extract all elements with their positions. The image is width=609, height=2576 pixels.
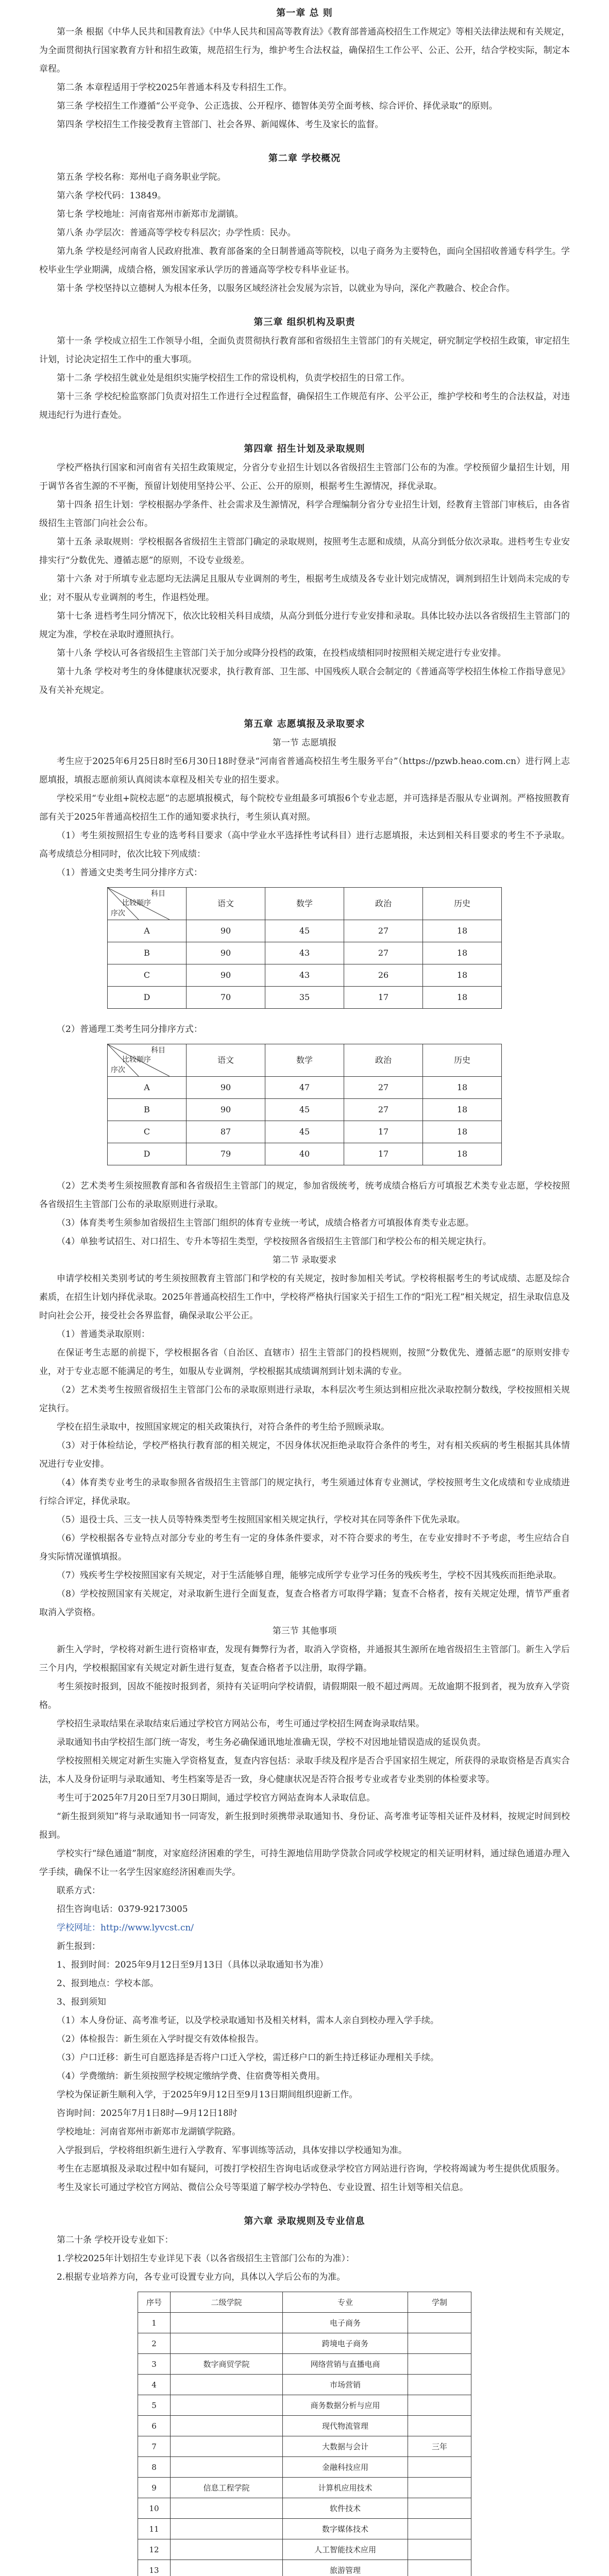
paragraph: 咨询时间：2025年7月1日8时—9月12日18时: [57, 2108, 238, 2119]
department-cell: 数字商贸学院: [171, 2354, 283, 2375]
chapter-title: 第二章 学校概况: [268, 153, 341, 164]
duration-cell: [408, 2478, 471, 2498]
department-cell: [171, 2539, 283, 2560]
table-row: [138, 2375, 471, 2395]
corner-label-subject: 科目: [151, 1046, 165, 1055]
row-number: 8: [138, 2457, 171, 2478]
corner-label-order: 比较顺序: [122, 899, 151, 907]
major-cell: 大数据与会计: [283, 2436, 408, 2457]
paragraph: 第十七条 进档考生同分情况下，依次比较相关科目成绩，从高分到低分进行专业安排和录取。具体比较办法以各省级招生主管部门的规定为准，学校在录取时遵照执行。: [39, 611, 570, 640]
table-row: [138, 2457, 471, 2478]
corner-label-rank: 序次: [111, 909, 125, 918]
paragraph: 考生及家长可通过学校官方网站、微信公众号等渠道了解学校办学特色、专业设置、招生计划等相关信息。: [57, 2182, 468, 2193]
row-number: 3: [138, 2354, 171, 2375]
article: 第十三条 学校纪检监察部门负责对招生工作进行全过程监督，确保招生工作规范有序、公平公正，维护学校和考生的合法权益，对违规违纪行为进行查处。: [39, 392, 570, 420]
section-title: 第二节 录取要求: [272, 1255, 337, 1265]
major-cell: 电子商务: [283, 2313, 408, 2333]
paragraph: 第十八条 学校认可各省级招生主管部门关于加分或降分投档的政策，在投档成绩相同时按照相关规定进行专业安排。: [57, 648, 506, 658]
row-number: 2: [138, 2333, 171, 2354]
paragraph: 学校按照相关规定对新生实施入学资格复查，复查内容包括：录取手续及程序是否合乎国家招生规定，所获得的录取资格是否真实合法，本人及身份证明与录取通知、考生档案等是否一致，身心健康状况是否符合报考专业或者专业类别的体检要求等。: [39, 1756, 570, 1785]
paragraph: 学校在招生录取中，按照国家规定的相关政策执行，对符合条件的考生给予照顾录取。: [57, 1422, 390, 1432]
table-cell: C: [108, 964, 187, 987]
table-row: [108, 1099, 502, 1121]
paragraph: 3、报到须知: [57, 1997, 106, 2007]
table-cell: 27: [344, 942, 423, 964]
table-cell: 43: [265, 964, 344, 987]
article: 第八条 办学层次：普通高等学校专科层次；办学性质：民办。: [57, 228, 296, 238]
major-cell: 网络营销与直播电商: [283, 2354, 408, 2375]
table-cell: A: [108, 1077, 187, 1099]
column-header: 序号: [138, 2292, 171, 2313]
paragraph: 新生入学时，学校将对新生进行资格审查，发现有舞弊行为者，取消入学资格，并通报其生源所在地省级招生主管部门。新生入学后三个月内，学校根据国家有关规定对新生进行复查，复查合格者予以注册，取得学籍。: [39, 1645, 570, 1673]
section-title: 第三节 其他事项: [272, 1626, 337, 1636]
duration-cell: 三年: [408, 2436, 471, 2457]
row-number: 5: [138, 2395, 171, 2416]
article: 第四条 学校招生工作接受教育主管部门、社会各界、新闻媒体、考生及家长的监督。: [57, 120, 384, 130]
table-cell: 27: [344, 920, 423, 942]
chapter-4: [39, 440, 570, 700]
paragraph: 第十九条 学校对考生的身体健康状况要求，执行教育部、卫生部、中国残疾人联合会制定的《普通高等学校招生体检工作指导意见》及有关补充规定。: [39, 667, 570, 696]
contact-phone: 招生咨询电话：0379-92173005: [57, 1904, 188, 1914]
corner-label-order: 比较顺序: [122, 1056, 151, 1064]
column-header: 语文: [187, 1044, 265, 1077]
duration-cell: [408, 2498, 471, 2519]
chapter-title: 第一章 总 则: [276, 8, 333, 19]
paragraph: （7）残疾考生学校按照国家有关规定，对于生活能够自理，能够完成所学专业学习任务的残疾考生，学校不因其残疾而拒绝录取。: [57, 1570, 562, 1581]
paragraph: 第十六条 对于所填专业志愿均无法满足且服从专业调剂的考生，根据考生成绩及各专业计划完成情况，调剂到招生计划尚未完成的专业；对不服从专业调剂的考生，作退档处理。: [39, 574, 570, 603]
table-header-row: [108, 1044, 502, 1077]
column-header: 专业: [283, 2292, 408, 2313]
table-caption: （1）普通文史类考生同分排序方式：: [57, 868, 202, 878]
table-cell: D: [108, 987, 187, 1009]
corner-label-subject: 科目: [151, 890, 165, 898]
article: 第六条 学校代码：13849。: [57, 191, 166, 201]
table-cell: 27: [344, 1077, 423, 1099]
table-row: [108, 987, 502, 1009]
column-header: 历史: [423, 1044, 502, 1077]
table-row: [138, 2416, 471, 2436]
department-cell: [171, 2375, 283, 2395]
paragraph: 新生报到：: [57, 1941, 100, 1952]
paragraph: 学校地址：河南省郑州市新郑市龙湖镇学院路。: [57, 2127, 241, 2137]
table-cell: 87: [187, 1121, 265, 1143]
duration-cell: [408, 2395, 471, 2416]
table-cell: 35: [265, 987, 344, 1009]
paragraph: 考生在志愿填报及录取过程中如有疑问，可拨打学校招生咨询电话或登录学校官方网站进行咨询，学校将竭诚为考生提供优质服务。: [57, 2164, 565, 2174]
paragraph: 考生可于2025年7月20日至7月30日期间，通过学校官方网站查询本人录取信息。: [57, 1793, 376, 1803]
duration-cell: [408, 2539, 471, 2560]
row-number: 1: [138, 2313, 171, 2333]
major-cell: 数字媒体技术: [283, 2519, 408, 2539]
article: 第五条 学校名称：郑州电子商务职业学院。: [57, 172, 226, 182]
table-corner-cell: [108, 1044, 187, 1077]
chapter-title: 第六章 录取规则及专业信息: [244, 2216, 365, 2227]
column-header: 语文: [187, 888, 265, 920]
table-cell: 45: [265, 1121, 344, 1143]
paragraph: 学校招生录取结果在录取结束后通过学校官方网站公布，考生可通过学校招生网查询录取结果。: [57, 1719, 425, 1729]
row-number: 10: [138, 2498, 171, 2519]
paragraph: （2）艺术类考生须按照教育部和各省级招生主管部门的规定，参加省级统考，统考成绩合格后方可填报艺术类专业志愿，学校按照各省级招生主管部门公布的录取原则进行录取。: [39, 1181, 570, 1210]
chapter-2: [39, 149, 570, 298]
department-cell: [171, 2457, 283, 2478]
school-website-link[interactable]: 学校网址：http://www.lyvcst.cn/: [57, 1923, 194, 1933]
duration-cell: [408, 2333, 471, 2354]
paragraph: 第十四条 招生计划：学校根据办学条件、社会需求及生源情况，科学合理编制分省分专业招生计划，经教育主管部门审核后，由各省级招生主管部门向社会公布。: [39, 500, 570, 529]
table-cell: A: [108, 920, 187, 942]
table-cell: 40: [265, 1143, 344, 1165]
department-cell: [171, 2313, 283, 2333]
corner-label-rank: 序次: [111, 1066, 125, 1074]
department-cell: 信息工程学院: [171, 2478, 283, 2498]
column-header: 二级学院: [171, 2292, 283, 2313]
table-cell: 90: [187, 1099, 265, 1121]
article: 第九条 学校是经河南省人民政府批准、教育部备案的全日制普通高等院校，以电子商务为主要特色，面向全国招收普通专科学生。学校毕业生学业期满，成绩合格，颁发国家承认学历的普通高等学校专科毕业证书。: [39, 246, 570, 275]
paragraph: （5）退役士兵、三支一扶人员等特殊类型考生按照国家相关规定执行，学校对其在同等条件下优先录取。: [57, 1515, 465, 1525]
paragraph: 申请学校相关类别考试的考生须按照教育主管部门和学校的有关规定，按时参加相关考试。学校将根据考生的考试成绩、志愿及综合素质，在招生计划内择优录取。2025年普通高校招生工作中，学校将严格执行国家关于招生工作的“阳光工程”相关规定，招生录取信息及时向社会公开，接受社会各界监督，确保录取公平公正。: [39, 1274, 570, 1321]
paragraph: （2）体检报告：新生须在入学时提交有效体检报告。: [57, 2034, 264, 2044]
major-cell: 计算机应用技术: [283, 2478, 408, 2498]
table-cell: D: [108, 1143, 187, 1165]
duration-cell: [408, 2416, 471, 2436]
table-header-row: [138, 2292, 471, 2313]
row-number: 13: [138, 2560, 171, 2576]
table-cell: 43: [265, 942, 344, 964]
table-cell: B: [108, 1099, 187, 1121]
article: 第七条 学校地址：河南省郑州市新郑市龙湖镇。: [57, 209, 244, 219]
table-cell: C: [108, 1121, 187, 1143]
paragraph: （2）艺术类考生按照省级招生主管部门公布的录取原则进行录取，本科层次考生须达到相应批次录取控制分数线，学校按照相关规定执行。: [39, 1385, 570, 1414]
department-cell: [171, 2416, 283, 2436]
chapter-5: [39, 715, 570, 2197]
table-row: [138, 2539, 471, 2560]
row-number: 9: [138, 2478, 171, 2498]
row-number: 6: [138, 2416, 171, 2436]
table-row: [138, 2519, 471, 2539]
table-cell: 47: [265, 1077, 344, 1099]
table-cell: 18: [423, 1099, 502, 1121]
duration-cell: [408, 2313, 471, 2333]
chapter-6: [39, 2212, 570, 2576]
table-cell: 18: [423, 920, 502, 942]
table-row: [138, 2395, 471, 2416]
table-cell: 18: [423, 1121, 502, 1143]
table-cell: 90: [187, 1077, 265, 1099]
major-cell: 跨境电子商务: [283, 2333, 408, 2354]
table-row: [138, 2560, 471, 2576]
table-row: [108, 920, 502, 942]
major-cell: 市场营销: [283, 2375, 408, 2395]
row-number: 7: [138, 2436, 171, 2457]
paragraph: （1）考生须按照招生专业的选考科目要求（高中学业水平选择性考试科目）进行志愿填报，未达到相关科目要求的考生不予录取。高考成绩总分相同时，依次比较下列成绩：: [39, 831, 570, 859]
table-row: [108, 942, 502, 964]
row-number: 12: [138, 2539, 171, 2560]
paragraph: 录取通知书由学校招生部门统一寄发，考生务必确保通讯地址准确无误，学校不对因地址错误造成的延误负责。: [57, 1737, 486, 1748]
article: 第三条 学校招生工作遵循“公平竞争、公正选拔、公开程序、德智体美劳全面考核、综合评价、择优录取”的原则。: [57, 101, 498, 111]
row-number: 11: [138, 2519, 171, 2539]
paragraph: 学校实行“绿色通道”制度，对家庭经济困难的学生，可持生源地信用助学贷款合同或学校规定的相关证明材料，通过绿色通道办理入学手续，确保不让一名学生因家庭经济困难而失学。: [39, 1849, 570, 1877]
table-row: [108, 1121, 502, 1143]
section-title: 第一节 志愿填报: [272, 738, 337, 748]
paragraph: （1）普通类录取原则：: [57, 1329, 150, 1340]
paragraph: “新生报到须知”将与录取通知书一同寄发，新生报到时须携带录取通知书、身份证、高考准考证等相关证件及材料，按规定时间到校报到。: [39, 1811, 570, 1840]
table-header-row: [108, 888, 502, 920]
table-cell: 18: [423, 964, 502, 987]
department-cell: [171, 2560, 283, 2576]
table-cell: 18: [423, 942, 502, 964]
table-cell: 17: [344, 1121, 423, 1143]
department-cell: [171, 2333, 283, 2354]
paragraph: （3）户口迁移：新生可自愿选择是否将户口迁入学校，需迁移户口的新生持迁移证办理相关手续。: [57, 2053, 439, 2063]
column-header: 学制: [408, 2292, 471, 2313]
major-cell: 人工智能技术应用: [283, 2539, 408, 2560]
duration-cell: [408, 2457, 471, 2478]
table-row: [108, 1077, 502, 1099]
column-header: 政治: [344, 888, 423, 920]
table-row: [108, 964, 502, 987]
table-cell: 79: [187, 1143, 265, 1165]
table-cell: 18: [423, 1143, 502, 1165]
table-cell: 45: [265, 1099, 344, 1121]
paragraph: （8）学校按照国家有关规定，对录取新生进行全面复查，复查合格者方可取得学籍；复查不合格者，按有关规定处理，情节严重者取消入学资格。: [39, 1589, 570, 1618]
paragraph: 第二十条 学校开设专业如下：: [57, 2235, 174, 2245]
duration-cell: [408, 2519, 471, 2539]
table-row: [138, 2333, 471, 2354]
paragraph: （4）单独考试招生、对口招生、专升本等招生类型，学校按照各省级招生主管部门和学校公布的相关规定执行。: [57, 1236, 492, 1247]
paragraph: 1.学校2025年计划招生专业详见下表（以各省级招生主管部门公布的为准）：: [57, 2253, 354, 2264]
paragraph: 联系方式：: [57, 1886, 100, 1896]
paragraph: （1）本人身份证、高考准考证，以及学校录取通知书及相关材料，需本人亲自到校办理入学手续。: [57, 2015, 439, 2026]
chapter-3: [39, 313, 570, 425]
table-cell: 70: [187, 987, 265, 1009]
duration-cell: [408, 2560, 471, 2576]
table-cell: 90: [187, 920, 265, 942]
paragraph: （3）体育类考生须参加省级招生主管部门组织的体育专业统一考试，成绩合格者方可填报体育类专业志愿。: [57, 1218, 474, 1228]
table-cell: 27: [344, 1099, 423, 1121]
department-cell: [171, 2436, 283, 2457]
paragraph: （4）体育类专业考生的录取参照各省级招生主管部门的规定执行，考生须通过体育专业测试，学校按照考生文化成绩和专业成绩进行综合评定，择优录取。: [39, 1478, 570, 1506]
department-cell: [171, 2395, 283, 2416]
table-row: [108, 1143, 502, 1165]
paragraph: 学校严格执行国家和河南省有关招生政策规定，分省分专业招生计划以各省级招生主管部门公布的为准。学校预留少量招生计划，用于调节各省生源的不平衡，预留计划使用坚持公平、公正、公开的原则，根据考生生源情况，择优录取。: [39, 463, 570, 492]
major-cell: 现代物流管理: [283, 2416, 408, 2436]
column-header: 历史: [423, 888, 502, 920]
article: 第十一条 学校成立招生工作领导小组，全面负责贯彻执行教育部和省级招生主管部门的有关规定，研究制定学校招生政策，审定招生计划，讨论决定招生工作中的重大事项。: [39, 336, 570, 365]
table-cell: 90: [187, 964, 265, 987]
chapter-title: 第五章 志愿填报及录取要求: [244, 719, 365, 730]
table-cell: 45: [265, 920, 344, 942]
paragraph: 2.根据专业培养方向，各专业可设置专业方向，具体以入学后公布的为准。: [57, 2272, 346, 2282]
table-cell: 17: [344, 1143, 423, 1165]
table-cell: 17: [344, 987, 423, 1009]
department-cell: [171, 2519, 283, 2539]
paragraph: 1、报到时间：2025年9月12日至9月13日（具体以录取通知书为准）: [57, 1960, 328, 1970]
table-row: [138, 2354, 471, 2375]
chapter-1: [39, 4, 570, 134]
column-header: 数学: [265, 888, 344, 920]
chapter-title: 第四章 招生计划及录取规则: [244, 444, 365, 454]
major-cell: 商务数据分析与应用: [283, 2395, 408, 2416]
paragraph: （4）学费缴纳：新生须按照学校规定缴纳学费、住宿费等相关费用。: [57, 2071, 325, 2081]
major-cell: 旅游管理: [283, 2560, 408, 2576]
column-header: 数学: [265, 1044, 344, 1077]
majors-table: [138, 2292, 471, 2576]
article: 第十二条 学校招生就业处是组织实施学校招生工作的常设机构，负责学校招生的日常工作。: [57, 373, 410, 383]
paragraph: （6）学校根据各专业特点对部分专业的考生有一定的身体条件要求，对不符合要求的考生，在专业安排时不予考虑，考生应结合自身实际情况谨慎填报。: [39, 1533, 570, 1562]
article: 第一条 根据《中华人民共和国教育法》《中华人民共和国高等教育法》《教育部普通高校招生工作规定》等相关法律法规和有关规定，为全面贯彻执行国家教育方针和招生政策，规范招生行为，维护考生合法权益，确保招生工作公平、公正、公开，结合学校实际，制定本章程。: [39, 27, 570, 74]
department-cell: [171, 2498, 283, 2519]
table-cell: B: [108, 942, 187, 964]
table-cell: 90: [187, 942, 265, 964]
paragraph: 入学报到后，学校将组织新生进行入学教育、军事训练等活动，具体安排以学校通知为准。: [57, 2145, 407, 2156]
table-row: [138, 2436, 471, 2457]
tie-break-table-2: [107, 1044, 502, 1165]
paragraph: （3）对于体检结论，学校严格执行教育部的相关规定，不因身体状况拒绝录取符合条件的考生，对有相关疾病的考生根据其具体情况进行专业安排。: [39, 1440, 570, 1469]
majors-table-body: [138, 2313, 471, 2576]
article: 第十条 学校坚持以立德树人为根本任务，以服务区域经济社会发展为宗旨，以就业为导向，深化产教融合、校企合作。: [57, 283, 515, 294]
chapter-title: 第三章 组织机构及职责: [253, 317, 356, 328]
table-caption: （2）普通理工类考生同分排序方式：: [57, 1024, 202, 1035]
tie-break-table-1: [107, 887, 502, 1009]
table-corner-cell: [108, 888, 187, 920]
duration-cell: [408, 2375, 471, 2395]
paragraph: 在保证考生志愿的前提下，学校根据各省（自治区、直辖市）招生主管部门的投档规则，按照“分数优先、遵循志愿”的原则安排专业，对于专业志愿不能满足的考生，如服从专业调剂，学校根据其成绩调剂到计划未满的专业。: [39, 1348, 570, 1377]
paragraph: 学校采用“专业组+院校志愿”的志愿填报模式，每个院校专业组最多可填报6个专业志愿，并可选择是否服从专业调剂。严格按照教育部有关于2025年普通高校招生工作的通知要求执行，考生须认真对照。: [39, 793, 570, 822]
table-row: [138, 2498, 471, 2519]
paragraph: 考生须按时报到，因故不能按时报到者，须持有关证明向学校请假，请假期限一般不超过两周。无故逾期不报到者，视为放弃入学资格。: [39, 1682, 570, 1710]
duration-cell: [408, 2354, 471, 2375]
paragraph: 学校为保证新生顺利入学，于2025年9月12日至9月13日期间组织迎新工作。: [57, 2090, 358, 2100]
major-cell: 金融科技应用: [283, 2457, 408, 2478]
table-cell: 18: [423, 1077, 502, 1099]
table-row: [138, 2313, 471, 2333]
paragraph: 第十五条 录取规则：学校根据各省级招生主管部门确定的录取规则，按照考生志愿和成绩，从高分到低分依次录取。进档考生专业安排实行“分数优先、遵循志愿”的原则，不设专业级差。: [39, 537, 570, 566]
row-number: 4: [138, 2375, 171, 2395]
paragraph: 考生应于2025年6月25日8时至6月30日18时登录“河南省普通高校招生考生服务平台”（https://pzwb.heao.com.cn）进行网上志愿填报，填报志愿前须认真阅读本章程及相关专业的招生要求。: [39, 756, 570, 785]
column-header: 政治: [344, 1044, 423, 1077]
article: 第二条 本章程适用于学校2025年普通本科及专科招生工作。: [57, 82, 292, 93]
major-cell: 软件技术: [283, 2498, 408, 2519]
table-cell: 26: [344, 964, 423, 987]
table-cell: 18: [423, 987, 502, 1009]
table-row: [138, 2478, 471, 2498]
paragraph: 2、报到地点：学校本部。: [57, 1978, 159, 1989]
